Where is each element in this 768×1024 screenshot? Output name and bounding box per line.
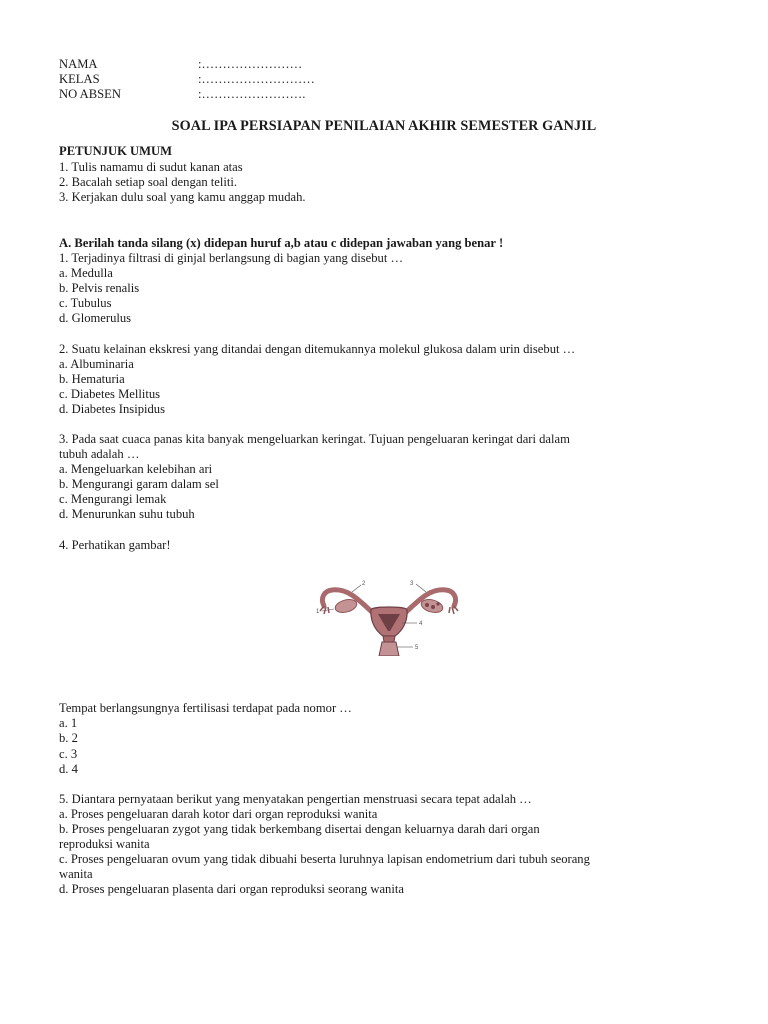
name-field: :…………………… bbox=[198, 57, 303, 71]
question-4-option-d: d. 4 bbox=[59, 762, 78, 776]
absen-row bbox=[59, 87, 305, 102]
section-a-heading: A. Berilah tanda silang (x) didepan huruf a,b atau c didepan jawaban yang benar ! bbox=[59, 236, 504, 250]
ovary-follicle bbox=[425, 603, 429, 607]
question-3-option-c: c. Mengurangi lemak bbox=[59, 492, 167, 506]
question-4-option-b: b. 2 bbox=[59, 731, 78, 745]
class-label: KELAS bbox=[59, 72, 100, 86]
vagina bbox=[379, 642, 399, 656]
question-5-option-c: c. Proses pengeluaran ovum yang tidak dibuahi beserta luruhnya lapisan endometrium dari tubuh seorang bbox=[59, 852, 590, 866]
question-5-option-d: d. Proses pengeluaran plasenta dari organ reproduksi seorang wanita bbox=[59, 882, 404, 896]
question-5-option-a: a. Proses pengeluaran darah kotor dari organ reproduksi wanita bbox=[59, 807, 378, 821]
question-4-text: 4. Perhatikan gambar! bbox=[59, 538, 171, 552]
question-1-option-d: d. Glomerulus bbox=[59, 311, 132, 325]
question-3-text: 3. Pada saat cuaca panas kita banyak mengeluarkan keringat. Tujuan pengeluaran keringat dari dalam bbox=[59, 432, 570, 446]
figure-label-1: 1 bbox=[316, 609, 320, 615]
figure-label-2: 2 bbox=[362, 581, 366, 587]
page-title: SOAL IPA PERSIAPAN PENILAIAN AKHIR SEMESTER GANJIL bbox=[171, 118, 597, 134]
figure-label-4: 4 bbox=[419, 621, 423, 627]
question-1-option-c: c. Tubulus bbox=[59, 296, 112, 310]
ovary-follicle bbox=[436, 602, 439, 605]
cervix bbox=[383, 636, 395, 642]
uterus-diagram bbox=[314, 576, 464, 656]
instructions-heading: PETUNJUK UMUM bbox=[59, 144, 172, 158]
question-5-option-b-cont: reproduksi wanita bbox=[59, 837, 150, 851]
question-5-text: 5. Diantara pernyataan berikut yang menyatakan pengertian menstruasi secara tepat adalah … bbox=[59, 792, 532, 806]
question-4-followup: Tempat berlangsungnya fertilisasi terdapat pada nomor … bbox=[59, 701, 352, 715]
question-3-option-b: b. Mengurangi garam dalam sel bbox=[59, 477, 219, 491]
question-1-option-b: b. Pelvis renalis bbox=[59, 281, 140, 295]
class-field: :……………………… bbox=[198, 72, 315, 86]
question-4-option-a: a. 1 bbox=[59, 716, 78, 730]
question-1-text: 1. Terjadinya filtrasi di ginjal berlangsung di bagian yang disebut … bbox=[59, 251, 404, 265]
label-line-3 bbox=[416, 584, 426, 592]
instruction-item: 1. Tulis namamu di sudut kanan atas bbox=[59, 160, 243, 174]
instruction-item: 3. Kerjakan dulu soal yang kamu anggap mudah. bbox=[59, 190, 306, 204]
absen-field: :……………………. bbox=[198, 87, 306, 101]
figure-label-5: 5 bbox=[415, 645, 419, 651]
question-3-option-a: a. Mengeluarkan kelebihan ari bbox=[59, 462, 213, 476]
label-line-2 bbox=[352, 585, 361, 592]
instruction-item: 2. Bacalah setiap soal dengan teliti. bbox=[59, 175, 238, 189]
question-4-option-c: c. 3 bbox=[59, 747, 78, 761]
absen-label: NO ABSEN bbox=[59, 87, 121, 101]
question-2-option-d: d. Diabetes Insipidus bbox=[59, 402, 165, 416]
question-5-option-c-cont: wanita bbox=[59, 867, 93, 881]
ovary-follicle bbox=[431, 605, 435, 609]
question-5-option-b: b. Proses pengeluaran zygot yang tidak berkembang disertai dengan keluarnya darah dari organ bbox=[59, 822, 540, 836]
name-label: NAMA bbox=[59, 57, 98, 71]
question-2-option-b: b. Hematuria bbox=[59, 372, 125, 386]
name-row bbox=[59, 57, 302, 72]
question-3-option-d: d. Menurunkan suhu tubuh bbox=[59, 507, 195, 521]
question-2-option-a: a. Albuminaria bbox=[59, 357, 134, 371]
class-row bbox=[59, 72, 315, 87]
question-1-option-a: a. Medulla bbox=[59, 266, 113, 280]
figure-label-3: 3 bbox=[410, 581, 414, 587]
question-2-text: 2. Suatu kelainan ekskresi yang ditandai dengan ditemukannya molekul glukosa dalam urin disebut … bbox=[59, 342, 576, 356]
question-2-option-c: c. Diabetes Mellitus bbox=[59, 387, 161, 401]
question-3-text-cont: tubuh adalah … bbox=[59, 447, 140, 461]
